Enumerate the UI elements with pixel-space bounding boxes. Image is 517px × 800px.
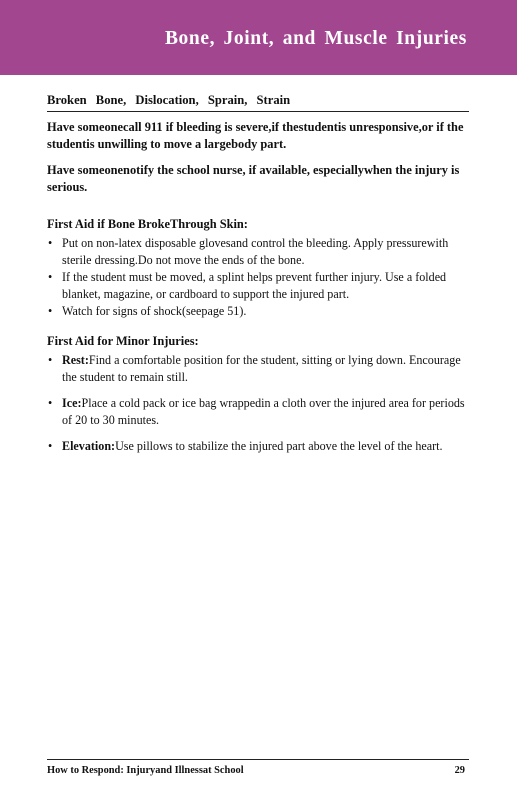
bullet-icon: • — [48, 236, 53, 250]
list-item: • Ice:Place a cold pack or ice bag wrappedin a cloth over the injured area for periods of 20 to 30 minutes. — [48, 396, 465, 427]
intro-paragraph-nurse: Have someonenotify the school nurse, if available, especiallywhen the injury is serious. — [47, 163, 460, 194]
minor-injuries-list — [47, 352, 469, 455]
section-heading: Broken Bone, Dislocation, Sprain, Strain — [47, 93, 469, 112]
page-footer — [47, 759, 469, 776]
header-banner — [0, 0, 517, 75]
page-number: 29 — [454, 765, 465, 776]
term-rest: Rest: — [62, 353, 89, 367]
bullet-icon: • — [48, 396, 53, 410]
bullet-icon: • — [48, 353, 53, 367]
bullet-icon: • — [48, 439, 53, 453]
list-item: • If the student must be moved, a splint helps prevent further injury. Use a folded blanket, magazine, or cardboard to support the injured part. — [48, 270, 447, 301]
bullet-icon: • — [48, 304, 53, 318]
bullet-icon: • — [48, 270, 53, 284]
list-item: • Watch for signs of shock(seepage 51). — [48, 304, 247, 318]
page-title: Bone, Joint, and Muscle Injuries — [164, 28, 467, 49]
page-content — [47, 93, 469, 455]
list-item: • Rest:Find a comfortable position for the student, sitting or lying down. Encourage the student to remain still. — [48, 353, 461, 384]
term-elevation: Elevation: — [62, 439, 116, 453]
bone-broke-list — [47, 235, 469, 320]
footer-title: How to Respond: Injuryand Illnessat School — [47, 765, 244, 776]
intro-paragraph-911: Have someonecall 911 if bleeding is severe,if thestudentis unresponsive,or if the studentis unwilling to move a largebody part. — [47, 120, 464, 151]
list-item: • Elevation:Use pillows to stabilize the injured part above the level of the heart. — [48, 439, 443, 453]
bone-broke-heading: First Aid if Bone BrokeThrough Skin: — [47, 217, 248, 231]
list-item: • Put on non-latex disposable glovesand control the bleeding. Apply pressurewith sterile dressing.Do not move the ends of the bone. — [48, 236, 449, 267]
term-ice: Ice: — [62, 396, 82, 410]
minor-injuries-heading: First Aid for Minor Injuries: — [47, 334, 199, 348]
